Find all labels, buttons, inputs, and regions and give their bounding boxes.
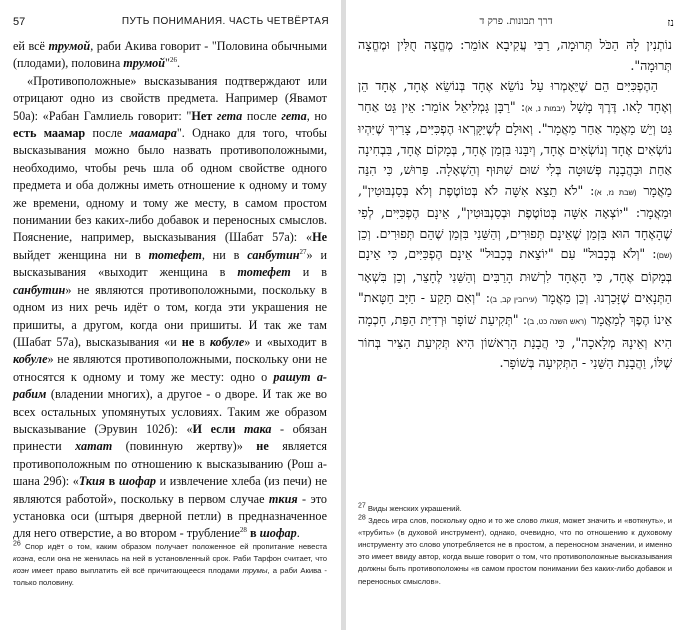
paragraph [358, 503, 672, 515]
text-run: «Противоположные» высказывания подтверждают или отрицают одно из свойств предмета. Например (Явамот 50а): «Рабан Гамлиель говорит: " [13, 73, 327, 123]
text-run: трумой [123, 56, 166, 71]
text-run: » и высказывания «выходит женщина в [13, 247, 327, 280]
text-run: : "וְאִם תָּקַע - חַיָּב חַטָּאת" אֵינוֹ הֶפֶךְ לְמַאֲמָר [358, 289, 673, 328]
text-run: » не являются противоположными, поскольку они не относятся к одному и тому же месту: одно о [13, 352, 327, 384]
text-run: ткия [540, 516, 559, 526]
text-run: » и «выходит в [244, 334, 327, 349]
text-run: Виды женских украшений. [365, 504, 462, 513]
page-number: נז [667, 16, 674, 29]
text-run: является противоположным по отношению к высказыванию (Рош а-шана 29б): « [13, 439, 327, 489]
text-run: : "וְלֹא בְּכָבוּל" עִם "יוֹצֵאת בְּכָבוּל" אֵינָם הֶפְכִּיִּים, כִּי אֵינָם בְּמָקוֹם אֶחָד, כִּי הָאֶחָד לִרְשׁוּת הָרַבִּים וְהַשֵּׁנִי לֶחָצֵר, וְכֵן בִּשְׁאָר הַתְּנָאִים שֶׁזָּכַרְנוּ. וְכֵן מַאֲמָר [358, 246, 672, 305]
text-run: (владении многих), а другое - о дворе. И так же во всех остальных упомянутых условиях. Таким же образом высказывание (Эрувин 102б): « [13, 387, 327, 436]
text-run: в [194, 334, 210, 349]
text-run: тотефет [237, 265, 291, 280]
text-run: в [108, 474, 116, 489]
text-run: , если она не женилась на ней в установленный срок. Раби Тарфон считает, что [33, 554, 327, 564]
text-run: , но [306, 108, 327, 123]
text-run: 27 [299, 247, 307, 256]
text-run: (יבמות נ, א) [525, 103, 566, 113]
text-run: - обязан принести [13, 421, 327, 454]
text-run: не [181, 334, 195, 349]
text-run: кобуле [209, 334, 245, 349]
text-run: И если [192, 421, 236, 436]
text-run: נוֹתְנִין לָהּ הַכֹּל תְּרוּמָה, רַבִּי עֲקִיבָא אוֹמֵר: מֶחֱצָה חֻלִּין וּמֶחֱצָה תְּרוּמָה". [358, 37, 672, 73]
text-run: коэна [13, 554, 34, 564]
text-run: не [256, 439, 269, 454]
text-run: . [296, 526, 300, 541]
text-run: и извлечение хлеба (из печи) не являются работой», поскольку в первом случае [13, 474, 328, 506]
text-run: (שבת נז, א) [594, 187, 637, 197]
text-run: (עירובין קב, ב) [490, 294, 538, 304]
text-run: маамара [129, 126, 177, 141]
text-run: шофар [118, 474, 157, 489]
text-run: 27 [358, 502, 366, 510]
paragraph [13, 73, 327, 543]
paragraph [13, 541, 327, 589]
text-run: : "תְּקִיעַת שׁוֹפָר וּרְדִיַּת הַפַּת, חָכְמָה הִיא וְאֵינָהּ מְלָאכָה", כִּי הֲבָנַת הָרִאשׁוֹן הִיא תְּקִיעַת הַצִּיר בְּחוֹר שֶׁלּוֹ, וַהֲבָנַת הַשֵּׁנִי - הַתְּקִיעָה בְּשׁוֹפָר. [358, 312, 672, 371]
text-run [235, 422, 244, 436]
text-run: выйдет женщина ни в [13, 247, 149, 262]
text-run: Не [312, 230, 327, 245]
text-run: (שם) [656, 251, 672, 261]
text-run: и в [290, 265, 328, 280]
text-run: 26 [170, 56, 178, 65]
text-run: кобуле [13, 352, 48, 367]
text-run: така [243, 421, 272, 436]
text-run: - это установка оси (штыря дверной петли) в предназначенное для него отверстие, а во втором - трубление [13, 491, 327, 541]
text-run: трумы [242, 566, 268, 576]
text-run: (ראש השנה כט, ב) [527, 317, 587, 327]
text-run: Нет [191, 108, 213, 123]
text-run: (повинную жертву)» [112, 439, 257, 454]
text-run: 28 [358, 514, 366, 522]
left-footnotes [13, 541, 327, 589]
text-run: рашут а-рабим [13, 369, 327, 402]
text-run: гета [216, 108, 243, 123]
text-run: Здесь игра слов, поскольку одно и то же слово [365, 516, 541, 526]
running-head: ПУТЬ ПОНИМАНИЯ. ЧАСТЬ ЧЕТВЁРТАЯ [121, 16, 329, 27]
text-run: в [249, 526, 257, 541]
text-run: , раби Акива говорит - "Половина обычными (плодами), половина [13, 39, 327, 71]
text-run: , а раби Акива - только половину. [13, 566, 327, 588]
paragraph [358, 515, 672, 588]
paragraph [358, 76, 672, 374]
text-run: гета [281, 108, 307, 123]
text-run: шофар [259, 526, 297, 541]
text-run: " [165, 56, 171, 71]
paragraph [358, 35, 672, 76]
text-run: санбутин [13, 282, 66, 297]
paragraph [13, 38, 327, 73]
left-body [13, 38, 327, 543]
text-run: санбутин [247, 247, 300, 262]
text-run: хатат [75, 439, 113, 454]
text-run: : "רַבָּן גַּמְלִיאֵל אוֹמֵר: אֵין גֵּט אַחַר גֵּט וְיֵשׁ מַאֲמָר אַחַר מַאֲמָר". וְאוּלָם לְשֶׁיִּקָּרְאוּ הֶפְכִּיִּים, צָרִיךְ שֶׁיִּהְיוּ נוֹשְׂאִים אֶחָד וְנוֹשְׂאִים אֶחָד, וְיִבָּנוּ בִּזְמַן אֶחָד, בְּמָקוֹם אֶחָד, בִּבְחִינָה אַחַת וּבַהֲבָנָה פְּשׁוּטָה בְּלִי שׁוּם שִׁתּוּף וְהַשְׁאָלָה. פֵּרוּשׁ, כִּי הִנֵּה מַאֲמָר [358, 98, 672, 198]
text-run: 28 [239, 526, 247, 535]
text-run: есть маамар [13, 126, 86, 141]
text-run: , ни в [201, 247, 248, 262]
text-run: после [85, 126, 130, 141]
right-footnotes [358, 503, 672, 588]
text-run: ". Однако для того, чтобы высказывания можно было назвать противоположными, необходимо, чтобы речь шла об одном свойстве одного предмета и оба должны иметь отношение к одному и тому же времени, одному и тому же месту, в самом простом понимании без каких-либо добавок и переносных смыслов. Пояснение, например, высказывания (Шабат 57а): « [13, 126, 327, 245]
text-run: после [242, 108, 282, 123]
text-run: тотефет [148, 247, 202, 262]
text-run: Ткия [78, 474, 106, 489]
text-run: имеет право выплатить ей всё причитающееся плодами [28, 566, 243, 576]
text-run: коэн [13, 566, 29, 576]
text-run: ей всё [13, 39, 49, 53]
text-run: Спор идёт о том, каким образом получает положенное ей пропитание невеста [20, 542, 327, 551]
left-page [0, 0, 341, 630]
text-run: , может значить и «воткнуть», и «трубить» (в духовой инструмент), однако, очевидно, что по отношению к духовому инструменту это слово употребляется не в простом, а переносном значении, и именно это имеет ввиду автор, когда выше говорит о том, что противоположные высказывания должны быть противоположны «в самом простом понимании без каких-либо добавок и переносных смыслов». [358, 516, 672, 586]
text-run: ткия [268, 491, 298, 506]
running-head: דרך תבונות. פרק ד [479, 16, 553, 27]
text-run: 26 [13, 540, 21, 548]
text-run: » не являются противоположными, поскольку в одном из них речь идёт о том, когда эти украшения не пришиты, а другом, когда они пришиты. И так же там (Шабат 57а), высказывания «и [13, 282, 327, 349]
page-number: 57 [13, 16, 26, 28]
right-page [346, 0, 686, 630]
text-run: . [177, 56, 181, 71]
text-run: : "לֹא תֵצֵא אִשָּׁה לֹא בְּטוֹטֶפֶת וְלֹא בְּסַנְבּוּטִין", וּמַאֲמָר: "יוֹצְאָה אִשָּׁה בְּטוֹטֶפֶת וּבְסַנְבּוּטִין", אֵינָם הֶפְכִּיִּים, לְפִי שֶׁהָאֶחָד הוּא בִּזְמַן שֶׁאֵינָם תְּפוּרִים, וְהַשֵּׁנִי בִּזְמַן שֶׁהֵם תְּפוּרִים. וְכֵן [358, 182, 672, 241]
text-run: הַהֶפְכִּיִּים הֵם שֶׁיֵּאָמְרוּ עַל נוֹשֵׂא אֶחָד בְּנוֹשֵׂא אֶחָד, אֶחָד הֵן וְאֶחָד לָאו. דֶּרֶךְ מָשָׁל [358, 78, 672, 114]
text-run: трумой [48, 39, 91, 53]
right-body [358, 35, 672, 374]
